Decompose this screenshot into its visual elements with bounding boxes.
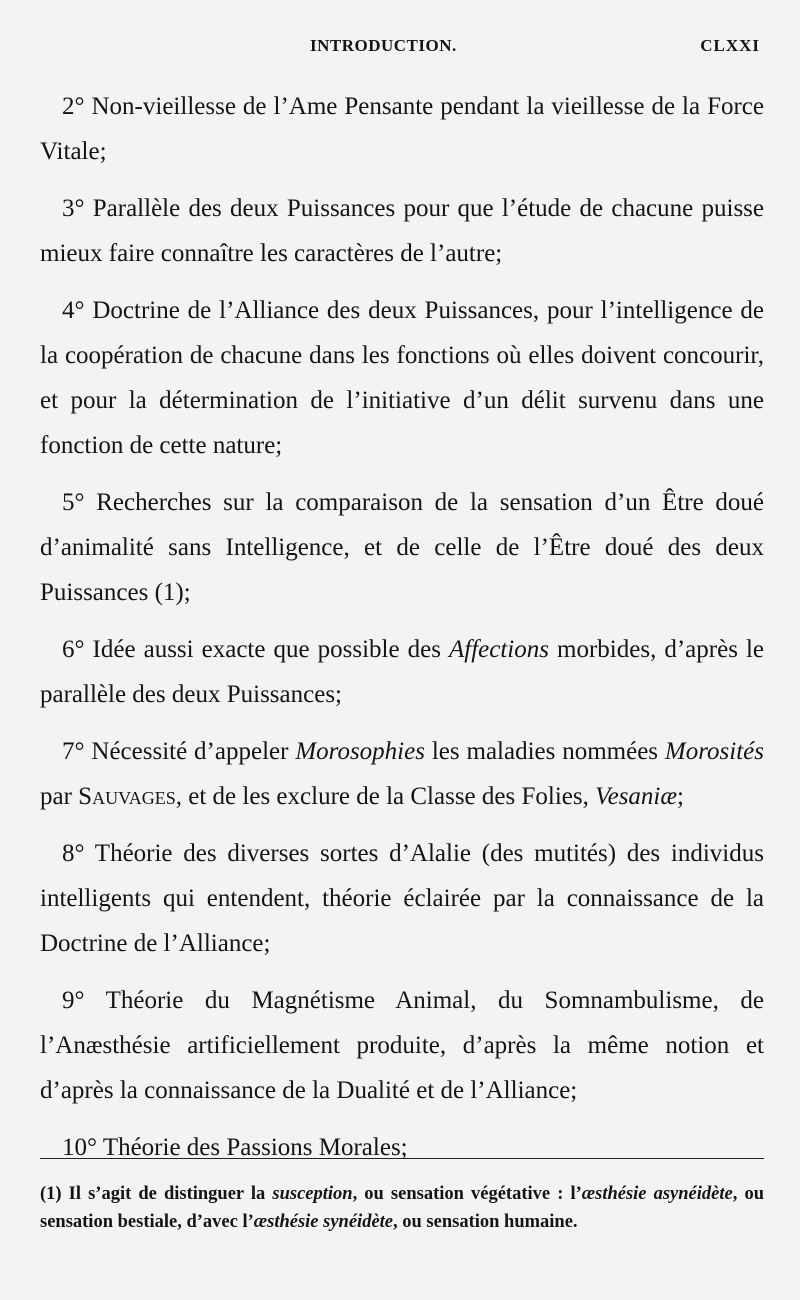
- list-item: [40, 627, 764, 717]
- italic-term: æsthésie asynéidète: [581, 1184, 733, 1204]
- text-run: Recherches sur la comparaison de la sensation d’un Être doué d’animalité sans Intelligence, et de celle de l’Être doué des deux Puissances (1);: [40, 489, 765, 606]
- item-number: 10°: [62, 1134, 97, 1161]
- text-run: Théorie du Magnétisme Animal, du Somnambulisme, de l’Anæsthésie artificiellement produite, d’après la même notion et d’après la connaissance de la Dualité et de l’Alliance;: [40, 987, 764, 1104]
- list-item: [40, 84, 764, 174]
- italic-term: Affections: [449, 636, 549, 663]
- author-name: Sauvages: [78, 783, 176, 810]
- italic-term: susception: [272, 1184, 353, 1204]
- text-run: Parallèle des deux Puissances pour que l’étude de chacune puisse mieux faire connaître les caractères de l’autre;: [40, 195, 764, 267]
- text-run: (1) Il s’agit de distinguer la: [40, 1184, 273, 1204]
- item-number: 2°: [62, 93, 85, 120]
- item-number: 7°: [62, 738, 85, 765]
- footnote-rule: [40, 1158, 764, 1159]
- text-run: ;: [677, 783, 684, 810]
- list-item: [40, 480, 764, 615]
- text-run: Théorie des Passions Morales;: [102, 1134, 408, 1161]
- list-item: [40, 288, 764, 468]
- text-run: , ou sensation végétative : l’: [352, 1184, 582, 1204]
- text-run: Doctrine de l’Alliance des deux Puissances, pour l’intelligence de la coopération de chacune dans les fonctions où elles doivent concourir, et pour la détermination de l’initiative d’un délit survenu dans une fonction de cette nature;: [40, 297, 764, 459]
- page-header: [0, 36, 800, 58]
- item-number: 8°: [62, 840, 85, 867]
- running-title: INTRODUCTION.: [310, 36, 457, 55]
- text-run: Théorie des diverses sortes d’Alalie (des mutités) des individus intelligents qui entendent, théorie éclairée par la connaissance de la Doctrine de l’Alliance;: [40, 840, 764, 957]
- italic-term: Vesaniæ: [595, 783, 678, 810]
- item-number: 6°: [62, 636, 85, 663]
- text-run: les maladies nommées: [424, 738, 665, 765]
- italic-term: Morosités: [664, 738, 764, 765]
- item-number: 4°: [62, 297, 85, 324]
- text-run: par: [40, 783, 79, 810]
- footnote: [40, 1180, 764, 1236]
- italic-term: æsthésie synéidète: [253, 1212, 394, 1232]
- list-item: [40, 729, 764, 819]
- text-run: Idée aussi exacte que possible des: [92, 636, 449, 663]
- text-run: , ou sensation humaine.: [393, 1212, 578, 1232]
- item-number: 9°: [62, 987, 85, 1014]
- page-number: CLXXI: [700, 36, 760, 55]
- numbered-list: [40, 84, 764, 1182]
- text-run: morbides, d’après le parallèle des deux Puissances;: [40, 636, 765, 708]
- text-run: Nécessité d’appeler: [91, 738, 296, 765]
- list-item: [40, 978, 764, 1113]
- text-run: , ou sensation bestiale, d’avec l’: [40, 1184, 764, 1232]
- list-item: [40, 831, 764, 966]
- item-number: 5°: [62, 489, 85, 516]
- item-number: 3°: [62, 195, 85, 222]
- list-item: [40, 186, 764, 276]
- text-run: , et de les exclure de la Classe des Folies,: [175, 783, 596, 810]
- text-run: Non-vieillesse de l’Ame Pensante pendant la vieillesse de la Force Vitale;: [40, 93, 764, 165]
- italic-term: Morosophies: [295, 738, 425, 765]
- list-item: [40, 1125, 764, 1170]
